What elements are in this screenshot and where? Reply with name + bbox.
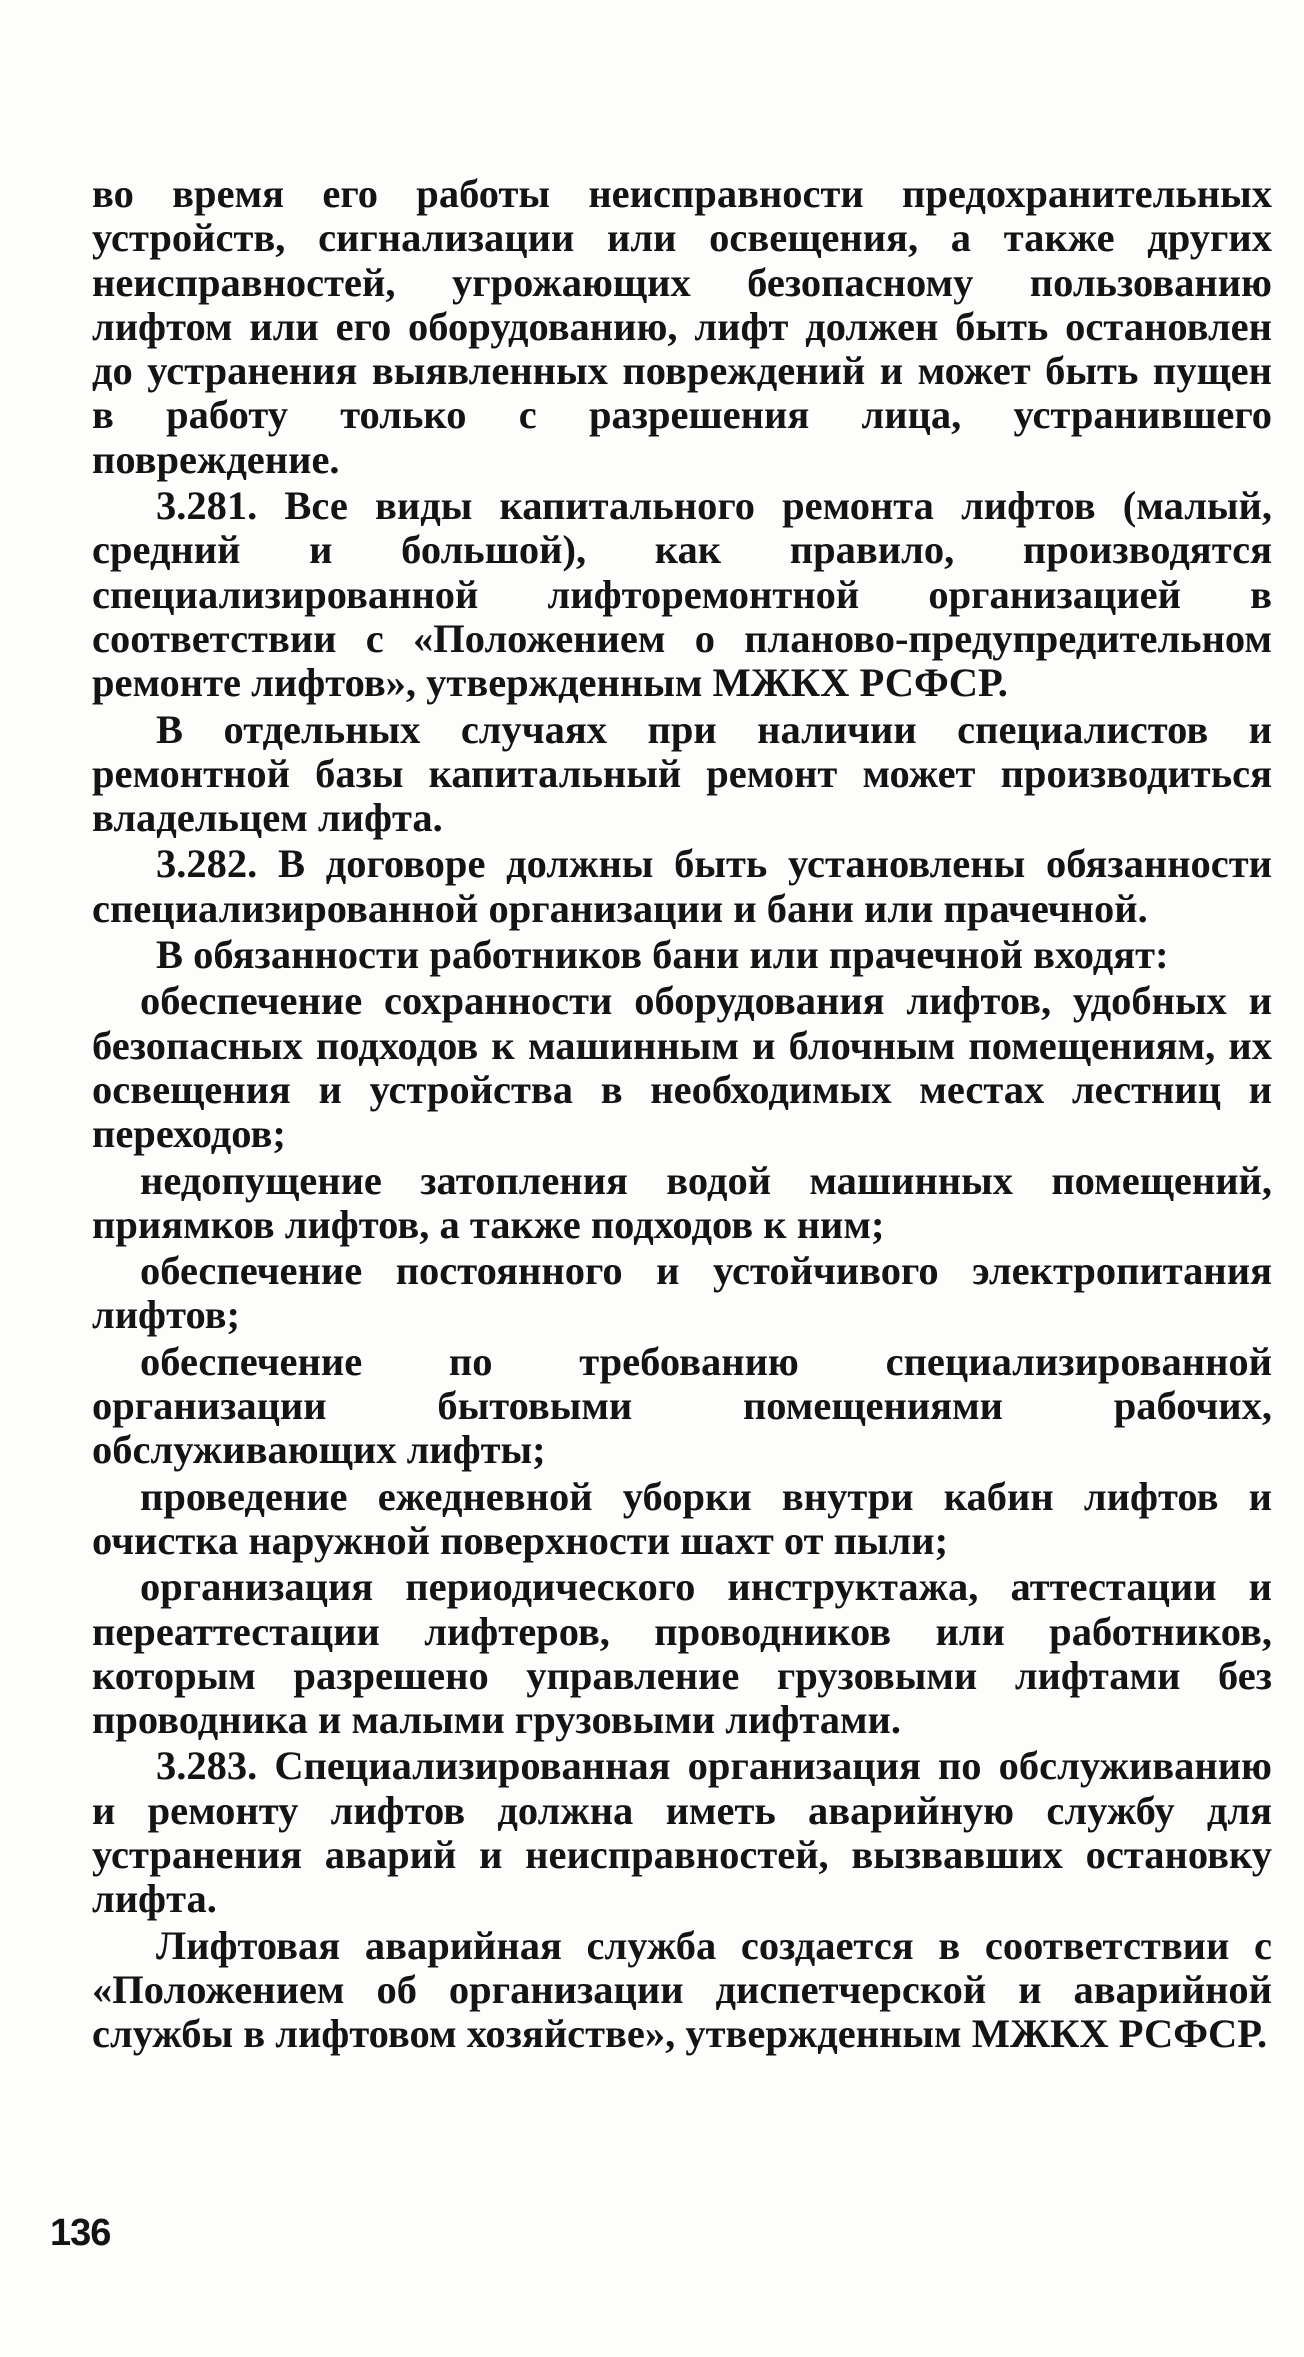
duty-item-daily-cleaning: проведение ежедневной уборки внутри кабин лифтов и очистка наружной поверхности шахт от пыли; bbox=[92, 1473, 1272, 1563]
page-number: 136 bbox=[50, 2212, 111, 2254]
duty-item-equipment-safety: обеспечение сохранности оборудования лифтов, удобных и безопасных подходов к машинным и блочным помещениям, их освещения и устройства в необходимых местах лестниц и переходов; bbox=[92, 978, 1272, 1157]
paragraph-continuation: во время его работы неисправности предохранительных устройств, сигнализации или освещения, а также других неисправностей, угрожающих безопасному пользованию лифтом или его оборудованию, лифт должен быть остановлен до устранения выявленных повреждений и может быть пущен в работу только с разрешения лица, устранившего повреждение. bbox=[92, 171, 1272, 482]
paragraph-3-283-emergency-service: Лифтовая аварийная служба создается в соответствии с «Положением об организации диспетчерской и аварийной службы в лифтовом хозяйстве», утвержденным МЖКХ РСФСР. bbox=[92, 1922, 1272, 2057]
duty-item-flood-prevention: недопущение затопления водой машинных помещений, приямков лифтов, а также подходов к ним; bbox=[92, 1157, 1272, 1247]
paragraph-3-282: 3.282. В договоре должны быть установлены обязанности специализированной организации и бани или прачечной. bbox=[92, 841, 1272, 931]
paragraph-3-281-repair-base: В отдельных случаях при наличии специалистов и ремонтной базы капитальный ремонт может производиться владельцем лифта. bbox=[92, 706, 1272, 841]
paragraph-3-281: 3.281. Все виды капитального ремонта лифтов (малый, средний и большой), как правило, производятся специализированной лифторемонтной организацией в соответствии с «Положением о планово-предупредительном ремонте лифтов», утвержденным МЖКХ РСФСР. bbox=[92, 483, 1272, 706]
duty-item-instruction-certification: организация периодического инструктажа, аттестации и переаттестации лифтеров, проводников или работников, которым разрешено управление грузовыми лифтами без проводника и малыми грузовыми лифтами. bbox=[92, 1564, 1272, 1743]
body-text bbox=[92, 172, 1272, 2058]
duty-item-power-supply: обеспечение постоянного и устойчивого электропитания лифтов; bbox=[92, 1248, 1272, 1338]
paragraph-3-282-duties-intro: В обязанности работников бани или прачечной входят: bbox=[156, 932, 1169, 978]
paragraph-3-283: 3.283. Специализированная организация по обслуживанию и ремонту лифтов должна иметь аварийную службу для устранения аварий и неисправностей, вызвавших остановку лифта. bbox=[92, 1743, 1272, 1922]
duty-item-utility-rooms: обеспечение по требованию специализированной организации бытовыми помещениями рабочих, обслуживающих лифты; bbox=[92, 1338, 1272, 1473]
